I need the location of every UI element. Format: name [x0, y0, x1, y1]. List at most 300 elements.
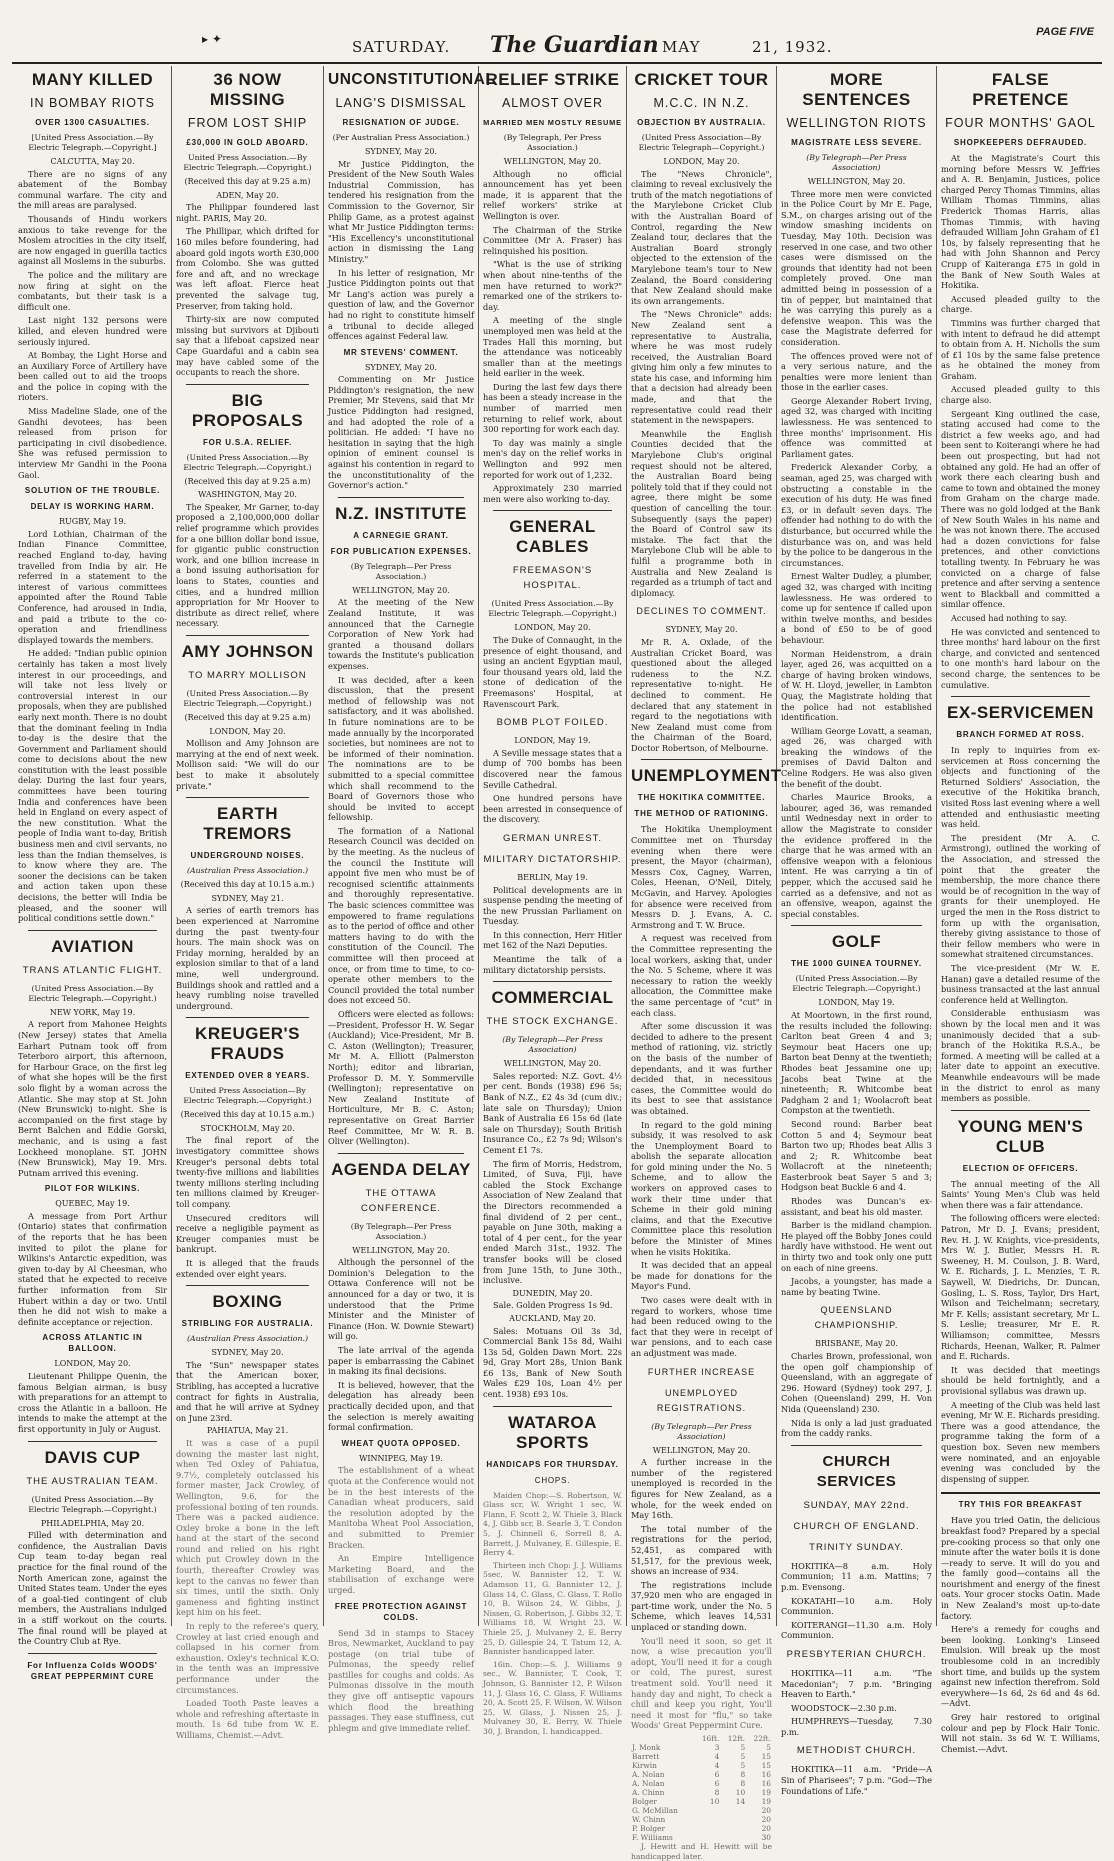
paragraph: Thousands of Hindu workers anxious to take revenge for the Moslem atrocities in the city itself, are now engaged in guerilla tactics against all Moslems in the suburbs.: [18, 213, 167, 267]
credit-line: (United Press Association.—By Electric Telegraph.—Copyright.): [488, 599, 617, 619]
divider: [941, 1492, 1100, 1494]
headline-general-cables: GENERAL CABLES: [509, 517, 596, 557]
paragraph: After some discussion it was decided to adhere to the present method of rationing, viz. strictly on the basis of the number of dependants, and it was further decided that, in necessitous cases, the Committee would do its best to see that assistance was obtained.: [631, 1021, 772, 1116]
advertisement: For Influenza Colds WOODS' GREAT PEPPERMINT CURE: [27, 1660, 158, 1681]
paragraph: At Moortown, in the first round, the results included the following: Carlton beat Green 4 and 3; Seymour beat Hacers one up; Barton beat Denny at the twentieth; Rhodes beat Jessamine one up; Jacobs beat Twine at the nineteenth; R. Whitcombe beat Padgham 2 and 1; Woolacroft beat Compston at the twentieth.: [781, 1009, 932, 1116]
paragraph: Charles Maurice Brooks, a labourer, aged 36, was remanded until Wednesday next in order to allow the Magistrate to consider the evidence proffered in the charge that he was armed with an offensive weapon with a felonious intent. He was carrying a tin of pepper, which the accused said he carried as a defensive, and not as an offensive, weapon, against the special constables.: [781, 792, 932, 919]
headline-nz-institute: N.Z. INSTITUTE: [335, 503, 467, 523]
table-cell: [720, 1824, 746, 1833]
table-cell: 6: [714, 1779, 720, 1788]
subhead: DECLINES TO COMMENT.: [636, 606, 767, 617]
headline-kreugers-frauds: KREUGER'S FRAUDS: [195, 1024, 300, 1064]
paragraph: Sale. Golden Progress 1s 9d.: [493, 1300, 613, 1311]
headline-aviation: AVIATION: [51, 936, 134, 956]
paragraph: The Philippar foundered last night. PARIS, May 20.: [176, 202, 319, 223]
divider: [338, 497, 464, 498]
paragraph: Jacobs, a youngster, has made a name by beating Twine.: [781, 1276, 932, 1297]
table-cell: 20: [761, 1815, 771, 1824]
paragraph: HUMPHREYS—Tuesday, 7.30 p.m.: [781, 1716, 932, 1737]
paragraph: The vice-president (Mr W. E. Hanan) gave a detailed resume of the business transacted at the last annual conference held at Wellington.: [941, 962, 1100, 1005]
paragraph: Thirteen inch Chop: J. J. Williams 5sec, W. Bannister 12, T. W. Adamson 11, G. Bannister 12, J. Glass 14, C. Glass, C. Glass, T. Rollo 10, B. Wilson 24, W. Gibbs, J. Nissen, G. Robertson, J. Gibbs 32, T. Williams 18, W. Wright 23, W. Thiele 25, J. Mulvaney 2, E. Berry 25, D. Gillespie 24, T. Tatum 12, A. Bannister handicapped later.: [483, 1560, 622, 1657]
credit-line: (By Telegraph—Per Press Association): [651, 1421, 752, 1441]
table-cell: 5: [740, 1761, 746, 1770]
masthead: [12, 22, 1102, 64]
headline-boxing: BOXING: [212, 1292, 283, 1312]
table-row: [631, 1743, 772, 1752]
table-cell: 6: [714, 1770, 720, 1779]
column-3: [324, 66, 496, 1733]
dateline: SYDNEY, May 20.: [665, 625, 738, 635]
table-cell: 10: [709, 1797, 720, 1806]
paragraph: At Bombay, the Light Horse and an Auxiliary Force of Artillery have been called out to aid the troops and the police in coping with the rioters.: [18, 350, 167, 403]
table-row: [631, 1824, 772, 1833]
table-cell: F. Williams: [632, 1833, 673, 1842]
paragraph: The formation of a National Research Council was decided on by the meeting. As the nucleus of the council the Institute will appoint five men who must be of recognised scientific attainments and thoroughly representative. The basic sciences committee was empowered to frame regulations as to the period of office and other matters having to do with the constitution of the Council. The committee will then proceed at once, or from time to time, to co-operate other members to the Council provided the total number does not exceed 50.: [328, 825, 474, 1006]
columns: [14, 66, 1104, 1861]
table-cell: A. Nolan: [632, 1770, 665, 1779]
table-header-row: [631, 1734, 772, 1743]
divider: [186, 797, 309, 798]
paragraph: Commenting on Mr Justice Piddington's resignation, the new Premier, Mr Stevens, said that Mr Justice Piddington had resigned, and had adopted the role of a politician. He added: "I have no hesitation in saying that the high opinion of eminent counsel is against his contention in regard to the unconstitutionality of the Governor's action.": [328, 374, 474, 491]
paragraph: WOODSTOCK—2.30 p.m.: [791, 1702, 897, 1713]
table-cell: 5: [740, 1743, 746, 1752]
paragraph: He was convicted and sentenced to three months' hard labour on the first charge, and convicted and sentenced to one month's hard labour on the second charge, the sentences to be cumulative.: [941, 626, 1100, 690]
paragraph: One hundred persons have been arrested in consequence of the discovery.: [483, 793, 622, 825]
subhead: OVER 1300 CASUALTIES.: [35, 118, 150, 127]
subhead: SUNDAY, MAY 22nd.: [803, 1499, 910, 1511]
paragraph: Accused had nothing to say.: [951, 612, 1067, 623]
divider: [493, 981, 612, 982]
subhead: THE OTTAWA CONFERENCE.: [360, 1187, 442, 1214]
column-7: [937, 66, 1104, 1754]
table-row: [631, 1779, 772, 1788]
paragraph: The Phillipar, which drifted for 160 miles before foundering, had aboard gold ingots worth £30,000 from Colombo. She was gutted fore and aft, and no wreckage was left afloat. Fierce heat prevented the salvage tug, Preserver, from taking hold.: [176, 226, 319, 311]
paragraph: Filled with determination and confidence, the Australian Davis Cup team to-day began real practice for the final round of the North American zone, against the United States team. Under the eyes of a goal-tied contingent of club members, the Australians indulged in a stiff workout on the courts. The final round will be played at the Country Club at Rye.: [18, 1530, 167, 1647]
subhead: M.C.C. IN N.Z.: [653, 96, 750, 110]
paragraph: HOKITIKA—8 a.m. Holy Communion; 11 a.m. Mattins; 7 p.m. Evensong.: [781, 1560, 932, 1592]
paragraph: The police and the military are now firing at sight on the combatants, but their task is a difficult one.: [18, 269, 167, 312]
table-cell: 5: [740, 1752, 746, 1761]
dateline: PHILADELPHIA, May 20.: [40, 1518, 145, 1528]
table-cell: 4: [714, 1752, 720, 1761]
paragraph: J. Hewitt and H. Hewitt will be handicapped later.: [631, 1842, 772, 1861]
paragraph: "What is the use of striking when about nine-tenths of the men have returned to work?" remarked one of the strikers to-day.: [483, 259, 622, 312]
subhead: IN BOMBAY RIOTS: [30, 96, 155, 110]
paragraph: Loaded Tooth Paste leaves a whole and refreshing aftertaste in mouth. 1s 6d tube from W. E. Williams, Chemist.—Advt.: [176, 1698, 319, 1740]
divider: [186, 635, 309, 636]
paragraph: Ernest Walter Dudley, a plumber, aged 32, was charged with inciting lawlessness. He was ordered to come up for sentence if called upon within twelve months, and besides a bond of £50 to be of good behaviour.: [781, 571, 932, 645]
table-cell: 15: [761, 1752, 771, 1761]
subhead: TRANS ATLANTIC FLIGHT.: [22, 964, 163, 976]
headline-young-mens-club: YOUNG MEN'S CLUB: [957, 1116, 1084, 1156]
paragraph: George Alexander Robert Irving, aged 32, was charged with inciting lawlessness. He was sentenced to three months' imprisonment. His offence was committed at Parliament gates.: [781, 395, 932, 459]
dateline: STOCKHOLM, May 20.: [200, 1123, 295, 1133]
headline-more-sentences: MORE SENTENCES: [802, 70, 911, 109]
credit-line: (By Telegraph—Per Press Association.): [350, 561, 452, 581]
headline-36-missing: 36 NOW MISSING: [209, 70, 286, 109]
dateline: WINNIPEG, May 19.: [359, 1453, 443, 1463]
paragraph: A message from Port Arthur (Ontario) states that confirmation of the reports that he has been invited to pilot the plane for Wilkins's Antarctic expedition, was given to-day by Al Cheesman, who stated that he expected to receive further information from Sir Hubert within a day or two. Until then he did not wish to make a definite acceptance or rejection.: [18, 1210, 167, 1327]
subhead: QUEENSLAND CHAMPIONSHIP.: [814, 1305, 899, 1331]
paragraph: Thirty-six are now computed missing but survivors at Djibouti say that a lifeboat capsized near Cape Guardafui and a cabin sea may have cabled some of the occupants to reach the shore.: [176, 314, 319, 378]
headline-false-pretence: FALSE PRETENCE: [972, 70, 1069, 109]
dateline: LONDON, May 19.: [818, 998, 895, 1008]
divider: [186, 1017, 309, 1018]
table-cell: J. Monk: [632, 1743, 661, 1752]
paragraph: The final report of the investigatory committee shows Kreuger's personal debts total twenty-five millions and liabilities twenty millions sterling including ten millions claimed by Kreuger-toll company.: [176, 1135, 319, 1210]
dateline: LONDON, May 20.: [514, 623, 591, 633]
divider: [791, 1445, 922, 1446]
paragraph: The "News Chronicle" adds: New Zealand sent a representative to Australia, where he was most rudely received, the Australian Board giving him only a few minutes to state his case, and informing him that a decision had already been made, and that the representative could read their statement in the newspapers.: [631, 309, 772, 426]
subhead: ALMOST OVER: [501, 96, 604, 110]
subhead: CHOPS.: [534, 1475, 571, 1485]
table-cell: 10: [735, 1788, 746, 1797]
table-cell: W. Chinn: [632, 1815, 666, 1824]
paragraph: Charles Brown, professional, won the open golf championship of Queensland, with an aggregate of 296. Howard (Sydney) took 297, J. Cohen (Queensland) 299, H. Von Nida (Queensland) 230.: [781, 1351, 932, 1414]
subhead: MR STEVENS' COMMENT.: [343, 347, 459, 357]
dateline: SYDNEY, May 21.: [211, 893, 284, 903]
divider: [641, 759, 762, 760]
dateline: (Received this day at 9.25 a.m): [184, 177, 311, 186]
credit-line: (By Telegraph—Per Press Association): [502, 1035, 603, 1055]
headline-commercial: COMMERCIAL: [491, 988, 614, 1008]
table-cell: 8: [740, 1779, 746, 1788]
page-number: PAGE FIVE: [1036, 26, 1094, 38]
paragraph: Frederick Alexander Corby, a seaman, aged 25, was charged with obstructing a constable in the execution of his duty. He was fined £3, or in default seven days. The offender had nothing to do with the disturbance, but occurred while the disturbance was on, and was held by the police to be dangerous in the circumstances.: [781, 462, 932, 568]
paragraph: The following officers were elected: Patron, Mr D. J. Evans; president, Rev. H. J. W. Knights, vice-presidents, Mrs W. J. Butler, Messrs H. R. Sweeney, H. M. Coulson, J. B. Ward, W. E. Richards, J. L. Menzies, T. R. Saywell, W. Diedrichs, Dr. Duncan, Gosling, L. S. Ross, Taylor, Drs Hart, Wilson and Teichelmann; secretary, Mr F. Kells; assistant secretary, Mr L. S. Leslie; treasurer, Mr E. R. Williamson; committee, Messrs Richards, Heenan, Walker, R. Palmer and E. Richards.: [941, 1213, 1100, 1362]
paragraph: Two cases were dealt with in regard to workers, whose time had been reduced owing to the fact that they were in receipt of war pensions, and to each case an adjustment was made.: [631, 1295, 772, 1358]
paragraph: During the last few days there has been a steady increase in the number of married men returning to relief work, about 300 reporting for work each day.: [483, 381, 622, 435]
table-cell: 20: [761, 1824, 771, 1833]
column-4: [479, 66, 627, 1736]
masthead-day: SATURDAY.: [352, 38, 451, 56]
paragraph: The offences proved were not of a very serious nature, and the penalties were more lenient than those in the earlier cases.: [781, 350, 932, 393]
table-row: [631, 1806, 772, 1815]
paragraph: Sales: Motuans Oil 3s 3d, Commercial Bank 15s 8d, Waihi 13s 5d, Golden Dawn Mort. 22s 9d, Gray Mort 28s, Union Bank £6 13s, Bank of New South Wales £29 10s, Loan 4½ per cent. 1938) £93 10s.: [483, 1325, 622, 1400]
table-cell: P. Bolger: [632, 1824, 666, 1833]
divider: [791, 925, 922, 926]
subhead: UNEMPLOYED REGISTRATIONS.: [656, 1387, 747, 1413]
column-6: [777, 66, 937, 1796]
subhead: MILITARY DICTATORSHIP.: [483, 853, 622, 865]
paragraph: Last night 132 persons were killed, and eleven hundred were seriously injured.: [18, 315, 167, 347]
paragraph: The firm of Morris, Hedstrom, Limited, of Suva, Fiji, have cabled the Stock Exchange Association of New Zealand that the Directors recommended a final dividend of 2 per cent., payable on June 30th, making a total of 4 per cent., for the year ended March 31st., 1932. The transfer books will be closed from June 15th, to June 30th., inclusive.: [483, 1158, 622, 1286]
paragraph: The total number of the registrations for the period, 52,451, as compared with 51,517, for the previous week, shows an increase of 934.: [631, 1523, 772, 1577]
subhead: FREE PROTECTION AGAINST COLDS.: [334, 1601, 468, 1622]
dateline: PAHIATUA, May 21.: [206, 1426, 289, 1436]
dateline: (Received this day at 10.15 a.m.): [180, 880, 315, 890]
column-2: [172, 66, 324, 1740]
credit-line: United Press Association.—By Electric Telegraph.—Copyright.): [183, 153, 312, 172]
table-cell: [695, 1833, 721, 1842]
dateline: CALCUTTA, May 20.: [50, 157, 135, 166]
paragraph: The Speaker, Mr Garner, to-day proposed a 2,100,000,000 dollar relief programme which provides for a one billion dollar bond issue, for gigantic public construction work, and one billion increase in a bond issuing authorisation for loans to States, counties and cities, and a hundred million appropriation for Mr Hoover to distribute as direct relief, where necessary.: [176, 501, 319, 629]
paragraph: It was decided, after a keen discussion, that the present method of fellowship was not satisfactory, and it was abolished. In future nominations are to be made annually by the incorporated societies, but nominees are not to be informed of their nomination. The nominations are to be submitted to a special committee which shall recommend to the Board of Governors those who should be invited to accept fellowship.: [328, 674, 474, 823]
table-cell: 19: [761, 1797, 771, 1806]
divider: [28, 1441, 157, 1442]
subhead: TO MARRY MOLLISON: [188, 670, 307, 681]
dateline: RUGBY, May 19.: [59, 517, 126, 527]
subhead: TRY THIS FOR BREAKFAST: [958, 1500, 1083, 1510]
dateline: WELLINGTON, May 20.: [352, 1245, 450, 1255]
dateline: WASHINGTON, May 20.: [198, 490, 297, 500]
paragraph: Timmins was further charged that with intent to defraud he did attempt to obtain from A. H. Nicholls the sum of £1 10s by the same false pretence as he obtained the money from Graham.: [941, 317, 1100, 381]
credit-line: (United Press Association.—By Electric Telegraph.—Copyright.): [183, 452, 312, 472]
paragraph: The Hokitika Unemployment Committee met on Thursday evening when there were present, the Mayor (chairman), Messrs Cox, Cagney, Warren, Coles, Heenan, O'Neil, Ditely, McGavin, and Harvey. Apologies for absence were received from Messrs D. J. Evans, A. C. Armstrong and T. W. Bruce.: [631, 824, 772, 930]
subhead: HANDICAPS FOR THURSDAY.: [486, 1459, 619, 1469]
table-cell: Barrett: [632, 1752, 660, 1761]
subhead: TRINITY SUNDAY.: [809, 1541, 904, 1553]
paragraph: It was decided that an appeal be made for donations for the Mayor's Fund.: [631, 1260, 772, 1292]
subhead: DELAY IS WORKING HARM.: [30, 502, 155, 512]
paragraph: Grey hair restored to original colour and pep by Flock Hair Tonic. Will not stain. 3s 6d W. T. Williams, Chemist.—Advt.: [941, 1712, 1100, 1754]
column-5: [627, 66, 782, 1861]
paragraph: Lord Lothian, Chairman of the Indian Finance Committee, reached England to-day, having travelled from India by air. He referred in a statement to the interest of various committees appointed after the Round Table Conference, had aroused in India, and paid a tribute to the co-operation and friendliness displayed towards the members.: [18, 528, 167, 645]
paragraph: In reply to inquiries from ex-servicemen at Ross concerning the objects and functioning of the Returned Soldiers' Association, the executive of the Hokitika branch, visited Ross last evening where a well attended and enthusiastic meeting was held.: [941, 745, 1100, 830]
paragraph: Three more men were convicted in the Police Court by Mr E. Page, S.M., on charges arising out of the window smashing incidents on Tuesday, May 10th. Decision was reserved in one case, and two other cases were dismissed on the grounds that identity had not been completely proved. One man admitted being in possession of a tin of pepper, but maintained that he was carrying this purely as a defensive weapon. This was the case the Magistrate deferred for consideration.: [781, 188, 932, 347]
dateline: WELLINGTON, May 20.: [807, 177, 906, 186]
paragraph: To day was mainly a single men's day on the relief works in Wellington and 992 men reported for work out of 1,232.: [483, 437, 622, 480]
dateline: BERLIN, May 19.: [517, 872, 588, 882]
subhead: EXTENDED OVER 8 YEARS.: [185, 1071, 310, 1081]
table-cell: [720, 1806, 746, 1815]
paragraph: The "Sun" newspaper states that the American boxer, Stribling, has accepted a lucrative contract for fights in Australia, and that he will arrive at Sydney on June 23rd.: [176, 1359, 319, 1423]
paragraph: The establishment of a wheat quota at the Conference would not be in the best interests of the Canadian wheat producers, said the resolution adopted by the Manitoba Wheat Pool Association, and submitted to Premier Bracken.: [328, 1465, 474, 1550]
subhead: STRIBLING FOR AUSTRALIA.: [181, 1319, 314, 1329]
paragraph: It is believed, however, that the delegation has already been practically decided upon, and that the selection is merely awaiting formal confirmation.: [328, 1379, 474, 1433]
paragraph: A request was received from the Committee representing the local workers, asking that, under the No. 5 Scheme, where it was necessary to ration the weekly allocation, the Committee make the same percentage of "cut" in each class.: [631, 933, 772, 1018]
credit-line: (By Telegraph—Per Press Association): [806, 153, 907, 172]
divider: [186, 384, 309, 385]
dateline: AUCKLAND, May 20.: [509, 1313, 596, 1323]
headline-unconstitutional: UNCONSTITUTIONAL: [328, 71, 496, 88]
paragraph: HOKITIKA—11 a.m. "The Macedonian"; 7 p.m. "Bringing Heaven to Earth.": [781, 1667, 932, 1700]
subhead: FREEMASON'S HOSPITAL.: [512, 565, 593, 592]
headline-unemployment: UNEMPLOYMENT: [631, 766, 782, 786]
paragraph: A Seville message states that a dump of 700 bombs has been discovered near the famous Seville Cathedral.: [483, 747, 623, 790]
subhead: PILOT FOR WILKINS.: [44, 1184, 141, 1194]
table-cell: 15: [761, 1761, 771, 1770]
paragraph: HOKITIKA—11 a.m. "Pride—A Sin of Pharisees"; 7 p.m. "God—The Foundations of Life.": [781, 1764, 932, 1796]
headline-davis-cup: DAVIS CUP: [44, 1447, 141, 1467]
credit-line: (United Press Association.—By Electric Telegraph.—Copyright.): [183, 689, 312, 708]
paragraph: In regard to the gold mining subsidy, it was resolved to ask the Unemployment Board to abolish the separate allocation for gold mining under the No. 5 Scheme, and to allow the workers on approved cases to work their time under that Scheme in their gold mining claims, and that the Executive Committee place this resolution before the Minister of Mines when he visits Hokitika.: [631, 1119, 772, 1257]
paragraph: Considerable enthusiasm was shown by the local men and it was unanimously decided that a sub-branch of the Hokitika R.S.A., be formed. A meeting will be called at a later date to appoint an executive. Meanwhile endeavours will be made in the district to enrol as many members as possible.: [941, 1008, 1100, 1104]
subhead: THE HOKITIKA COMMITTEE.: [637, 793, 766, 803]
table-header-cell: [631, 1734, 695, 1743]
paragraph: Mr R. A. Oxlade, of the Australian Cricket Board, was questioned about the alleged rudeness to the N.Z. representative to-night. He declined to comment. He declared that any statement in regard to the negotiations with New Zealand must come from the Chairman of the Board, Doctor Robertson, of Melbourne.: [631, 636, 772, 753]
subhead: THE METHOD OF RATIONING.: [634, 809, 769, 819]
dateline: (Received this day at 9.25 a.m): [184, 476, 311, 486]
paragraph: KOKATAHI—10 a.m. Holy Communion.: [781, 1595, 932, 1617]
table-row: [631, 1815, 772, 1824]
paragraph: It is alleged that the frauds extended over eight years.: [176, 1258, 319, 1279]
table-cell: [720, 1815, 746, 1824]
paragraph: In this connection, Herr Hitler met 162 of the Nazi Deputies.: [483, 929, 622, 951]
paragraph: Sales reported: N.Z. Govt. 4½ per cent. Bonds (1938) £96 5s; Bank of N.Z., £2 4s 3d (cum div.; late sale on Thursday); Union Bank of Australia £6 15s 6d (late sale on Thursday); South British Insurance Co., £2 7s 9d; Wilson's Cement £1 7s.: [483, 1070, 622, 1155]
paragraph: 16in. Chop:—S. J. Williams 9 sec., W. Bannister, T. Cook, T. Johnson, G. Bannister 12, P. Wilson 11, J. Glass 16, C. Glass, F. Williams 20, A. Scott 25, F. Wilson, W. Wilson 25, W. Glass, J. Nissen 25, J. Mulvaney 30, E. Berry, W. Thiele 30, J. Brandon, I. handicapped.: [483, 1659, 622, 1736]
dateline: SYDNEY, May 20.: [211, 1348, 284, 1358]
subhead: CHURCH OF ENGLAND.: [793, 1520, 920, 1532]
paragraph: Send 3d in stamps to Stacey Bros, Newmarket, Auckland to pay postage (on trial tube of Pulmonas, the speedy relief pastilles for coughs and colds. As Pulmonas dissolve in the mouth they give off antiseptic vapours which flood the breathing passages. They ease stuffiness, cut phlegm and give immediate relief.: [328, 1627, 474, 1733]
headline-church-services: CHURCH SERVICES: [816, 1452, 897, 1490]
table-header-cell: 16ft.: [701, 1734, 720, 1743]
paragraph: The president (Mr A. C. Armstrong), outlined the working of the Association, and stressed the point that the greater the membership, the more chance there would be of recognition in the way of grants for their unemployed. He urged the men in the Ross district to form up with the organisation, thereby giving assistance to those of their fellow members who were in somewhat straitened circumstances.: [941, 832, 1100, 960]
paragraph: You'll need it soon, so get it now, a wise precaution you'll adopt, You'll need it for a cough or cold, The purest, surest treatment sold. You'll need it handy day and night, To check a chill and keep you right, You'll need it most for "flu," so take Woods' Great Peppermint Cure.: [631, 1635, 772, 1731]
dateline: DUNEDIN, May 20.: [512, 1288, 593, 1298]
table-cell: Kirwin: [632, 1761, 657, 1770]
divider: [28, 1653, 157, 1654]
subhead: FROM LOST SHIP: [187, 116, 308, 130]
dateline: NEW YORK, May 19.: [49, 1007, 136, 1017]
paragraph: Political developments are in suspense pending the meeting of the new Prussian Parliament on Tuesday.: [483, 884, 622, 927]
paragraph: The Duke of Connaught, in the presence of eight thousand, and using an ancient Egyptian maul, four thousand years old, laid the stone of dedication of the Freemasons' Hospital, at Ravenscourt Park.: [483, 635, 622, 709]
paragraph: Meantime the talk of a military dictatorship persists.: [483, 954, 622, 975]
column-1: [14, 66, 172, 1681]
subhead: ELECTION OF OFFICERS.: [962, 1163, 1079, 1173]
paragraph: Nida is only a lad just graduated from the caddy ranks.: [781, 1417, 932, 1439]
credit-line: (United Press Association—By Electric Telegraph—Copyright.): [638, 133, 765, 152]
table-header-cell: 22ft.: [753, 1734, 771, 1743]
headline-ex-servicemen: EX-SERVICEMEN: [947, 703, 1094, 723]
paragraph: Maiden Chop:—S. Robertson, W. Glass scr, W. Wright 1 sec, W. Flann, F. Scott 2, W. Thiele 3, Black 4, J. Gibb scr, B. Searle 3, T. Condon 5, J. Chinnell 6, Sorrell 8, A. Barrett, J. Mulvaney, E. Gillespie, E. Berry 4.: [483, 1490, 622, 1558]
credit-line: (By Telegraph, Per Press Association.): [503, 133, 602, 152]
divider: [951, 1110, 1090, 1111]
dateline: WELLINGTON, May 20.: [652, 1445, 751, 1455]
table-row: [631, 1833, 772, 1842]
paragraph: A series of earth tremors has been experienced at Narromine during the past twenty-four hours. The main shock was on Friday morning, heralded by an explosion similar to that of a land mine, well underground. Buildings shook and rattled and a heavy rumbling noise travelled underground.: [176, 905, 319, 1011]
table-cell: 4: [714, 1761, 720, 1770]
subhead: THE 1000 GUINEA TOURNEY.: [791, 959, 922, 969]
table-row: [631, 1770, 772, 1779]
table-cell: Bolger: [632, 1797, 657, 1806]
paragraph: Rhodes was Duncan's ex-assistant, and beat his old master.: [781, 1196, 932, 1217]
paragraph: A meeting of the Club was held last evening, Mr W. E. Richards presiding. There was a good attendance, the programme taking the form of a question box. Seven new members were nominated, and an enjoyable evening was concluded by the dispensing of supper.: [941, 1399, 1100, 1484]
table-cell: G. McMillan: [632, 1806, 678, 1815]
headline-wataroa-sports: WATAROA SPORTS: [508, 1412, 597, 1452]
paragraph: A report from Mahonee Heights (New Jersey) states that Amelia Earhart Putnam took off from Teterboro airport, this afternoon, for Harbour Grace, on the first leg of what she hopes will be the first solo flight by a woman across the Atlantic. She may stop at St. John (New Brunswick) to-night. She is accompanied on the first stage by Bernt Balchen and Eddie Gorski, mechanic, and is using a fast Lockheed monoplane. ST. JOHN (New Brunswick), May 19. Mrs. Putnam arrived this evening.: [18, 1019, 167, 1178]
headline-golf: GOLF: [831, 932, 882, 952]
paragraph: Accused pleaded guilty to this charge also.: [941, 384, 1100, 406]
subhead: WHEAT QUOTA OPPOSED.: [341, 1438, 461, 1448]
paragraph: KOITERANGI—11.30 a.m. Holy Communion.: [781, 1619, 932, 1641]
table-cell: 16: [761, 1770, 771, 1779]
subhead: A CARNEGIE GRANT.: [353, 530, 449, 540]
subhead: MAGISTRATE LESS SEVERE.: [791, 138, 922, 147]
paragraph: Second round: Barber beat Cotton 5 and 4; Seymour beat Barton two up; Rhodes beat Allis 3 and 2; R. Whitcombe beat Wollacroft at the nineteenth; Easterbrook beat Sayer 5 and 3; Hodgson beat Buckle 6 and 4.: [781, 1118, 932, 1193]
table-cell: 8: [714, 1788, 720, 1797]
dateline: LONDON, May 20.: [54, 1359, 131, 1369]
paragraph: William George Lovatt, a seaman, aged 26, was charged with breaking the windows of the premises of David Dalton and Celine Rodgers. He was also given the benefit of the doubt.: [781, 725, 932, 789]
table-cell: A. Chinn: [632, 1788, 665, 1797]
table-cell: [720, 1833, 746, 1842]
masthead-month: MAY: [662, 38, 701, 56]
dateline: WELLINGTON, May 20.: [352, 585, 450, 595]
credit-line: United Press Association—By Electric Telegraph.—Copyright.): [183, 1086, 312, 1106]
paragraph: There are no signs of any abatement of the Bombay communal warfare. The city and the mill areas are paralysed.: [18, 168, 167, 211]
paragraph: In his letter of resignation, Mr Justice Piddington points out that Mr Lang's action was purely a question of law, and the Governor had no right to constitute himself a tribunal to decide alleged offences against Federal law.: [328, 267, 474, 342]
subhead: BRANCH FORMED AT ROSS.: [956, 730, 1085, 740]
paragraph: The annual meeting of the All Saints' Young Men's Club was held when there was a fair attendance.: [941, 1178, 1100, 1210]
dateline: WELLINGTON, May 20.: [503, 1059, 602, 1069]
table-body: [631, 1743, 772, 1842]
headline-many-killed: MANY KILLED: [31, 70, 154, 89]
credit-line: (United Press Association.—By Electric Telegraph.—Copyright.): [28, 983, 157, 1003]
table-cell: 5: [766, 1743, 771, 1752]
paragraph: The "News Chronicle", claiming to reveal exclusively the truth of the match negotiations of the Marylebone Cricket Club with the Australian Board of Control, regarding the New Zealand tour, declares that the Australian Board strongly objected to the extension of the Marylebone team's tour to New Zealand, the Board considering that New Zealand should make its own arrangements.: [631, 168, 772, 306]
subhead: THE STOCK EXCHANGE.: [486, 1016, 619, 1028]
paragraph: Mollison and Amy Johnson are marrying at the end of next week. Mollison said: "We will do our best to make it absolutely private.": [176, 738, 319, 791]
table-cell: 16: [761, 1779, 771, 1788]
paragraph: Although no official announcement has yet been made, it is apparent that the relief workers' strike at Wellington is over.: [483, 168, 622, 221]
credit-line: (Per Australian Press Association.): [332, 133, 470, 142]
subhead: ACROSS ATLANTIC IN BALLOON.: [42, 1333, 143, 1354]
paragraph: At the meeting of the New Zealand Institute, it was announced that the Carnegie Corporation of New York had granted a thousand dollars towards the Institute's publication expenses.: [328, 597, 474, 671]
subhead: GERMAN UNREST.: [503, 832, 602, 844]
table-cell: [695, 1806, 721, 1815]
dateline: BRISBANE, May 20.: [815, 1339, 898, 1349]
table-row: [631, 1761, 772, 1770]
subhead: PRESBYTERIAN CHURCH.: [786, 1648, 927, 1660]
credit-line: (By Telegraph—Per Press Association.): [350, 1221, 452, 1241]
paragraph: He added: "Indian public opinion certainly has taken a most lively interest in our proceedings, and will take not less lively or controversial interest in our proposals, when they are published early next month. There is no doubt that the dominant feeling in India to-day is the desire that the Government and Parliament should come to decisions about the new constitution with the least possible delay. During the last four years, committees have been touring India and conferences have been held in England on every aspect of the new constitution. What the people of India want to-day, British business men and civil servants, no less than the Indian themselves, is to know where they are. The sooner the decisions can be taken and action taken upon these decisions, the better will India be pleased, and the sooner will political conditions settle down.": [18, 648, 167, 924]
subhead: SHOPKEEPERS DEFRAUDED.: [953, 138, 1088, 147]
headline-agenda-delay: AGENDA DELAY: [331, 1159, 471, 1179]
table-cell: 8: [740, 1770, 746, 1779]
paragraph: Here's a remedy for coughs and been looking. Lonking's Linseed Emulsion. Will break up the most troublesome cold in an incredibly short time, and builds up the system against new infection therefrom. Sold everywhere—1s 6d, 2s 6d and 4s 6d.—Advt.: [941, 1624, 1100, 1709]
subhead: £30,000 IN GOLD ABOARD.: [186, 138, 309, 147]
subhead: WELLINGTON RIOTS: [786, 116, 927, 130]
paragraph: An Empire Intelligence Marketing Board, and the stabilisation of exchange were urged.: [328, 1553, 474, 1595]
paragraph: Mr Justice Piddington, the President of the New South Wales Industrial Commission, has tendered his resignation from the Commission to the Governor, Sir Philip Game, as a protest against what Mr Justice Piddington terms: "His Excellency's unconstitutional action in dismissing the Lang Ministry.": [328, 158, 474, 264]
paragraph: Barber is the midland champion. He played off the Bobby Jones could hardly have withstood. He went out in thirty two and took only one putt on each of nine greens.: [781, 1220, 932, 1273]
headline-amy-johnson: AMY JOHNSON: [181, 642, 314, 661]
dateline: SYDNEY, May 20.: [364, 362, 438, 372]
paragraph: It was decided that meetings should be held fortnightly, and a provisional syllabus was drawn up.: [941, 1364, 1100, 1396]
paragraph: The registrations include 37,920 men who are engaged in part-time work, under the No. 5 Scheme, which leaves 14,531 unplaced or standing down.: [631, 1579, 772, 1633]
table-cell: 3: [714, 1743, 720, 1752]
subhead: THE AUSTRALIAN TEAM.: [26, 1475, 159, 1487]
table-cell: [695, 1815, 721, 1824]
subhead: FOUR MONTHS' GAOL: [945, 116, 1096, 130]
paragraph: Unsecured creditors will receive a negligible payment as Kreuger companies must be bankrupt.: [176, 1212, 319, 1255]
paragraph: The late arrival of the agenda paper is embarrassing the Cabinet in making its final decisions.: [328, 1345, 474, 1377]
headline-cricket-tour: CRICKET TOUR: [634, 70, 769, 89]
paragraph: A further increase in the number of the registered unemployed is recorded in the figures for New Zealand, as a whole, for the week ended on May 16th.: [631, 1457, 772, 1521]
subhead: FOR U.S.A. RELIEF.: [202, 437, 293, 447]
dateline: QUEBEC, May 19.: [55, 1199, 130, 1209]
subhead: SOLUTION OF THE TROUBLE.: [24, 486, 161, 496]
table-row: [631, 1788, 772, 1797]
paragraph: It was a case of a pupil downing the master last night, when Ted Oxley of Pahiatua, 9.7½, completely outclassed his former master, Jack Crowley, of Wellington, 9.6, for the professional boxing of ten rounds. There was a packed audience. Oxley broke a bone in the left hand at the start of the second round and relied on his right which put Crowley down in the fourth, thereafter Crowley was kept to the canvas no fewer than six times, until the sixth. Only gameness and fighting instinct kept him on his feet.: [176, 1437, 319, 1618]
credit-line: [United Press Association.—By Electric Telegraph.—Copyright.]: [28, 133, 157, 152]
dateline: ADEN, May 20.: [216, 190, 279, 200]
subhead: UNDERGROUND NOISES.: [190, 851, 305, 861]
paragraph: Officers were elected as follows:—President, Professor H. W. Segar (Auckland); Vice-President, Mr B. C. Aston (Wellington); Treasurer, Mr M. A. Elliott (Palmerston North); editor and librarian, Professor D. M. Y. Sommerville (Wellington); representative on New Zealand Institute of Horticulture, Mr B. C. Aston; representative on Great Barrier Reef Committee, Mr W. R. B. Oliver (Wellington).: [328, 1008, 474, 1147]
divider: [493, 1406, 612, 1407]
divider: [28, 930, 157, 931]
divider: [338, 1153, 464, 1154]
divider: [951, 696, 1090, 697]
headline-earth-tremors: EARTH TREMORS: [203, 804, 292, 844]
paragraph: Although the personnel of the Dominion's Delegation to the Ottawa Conference will not be announced for a day or two, it is understood that the Prime Minister and the Minister of Finance (Hon. W. Downie Stewart) will go.: [328, 1257, 474, 1342]
credit-line: (United Press Association.—By Electric Telegraph.—Copyright.): [792, 974, 921, 994]
paragraph: At the Magistrate's Court this morning before Messrs W. Jeffries and A. R. Benjamin, Justices, police charged Percy Thomas Timmins, alias William Thomas Timmins, alias Frederick Thomas Harris, alias Thomas Timmis, with having defrauded William John Graham of £1 10s, by falsely representing that he had with John Shannon and Percy Crupp of Kaiteranga £75 in gold in the Bank of New South Wales at Hokitika.: [941, 153, 1100, 291]
dateline: (Received this day at 10.15 a.m.): [180, 1110, 315, 1120]
headline-relief-strike: RELIEF STRIKE: [485, 70, 620, 89]
paragraph: Norman Heidenstrom, a drain layer, aged 26, was acquitted on a charge of having broken windows, of W. H. Lloyd, jeweller, in Lambton Quay, the Magistrate holding that the police had not established identification.: [781, 648, 932, 723]
table-header-cell: 12ft.: [727, 1734, 746, 1743]
